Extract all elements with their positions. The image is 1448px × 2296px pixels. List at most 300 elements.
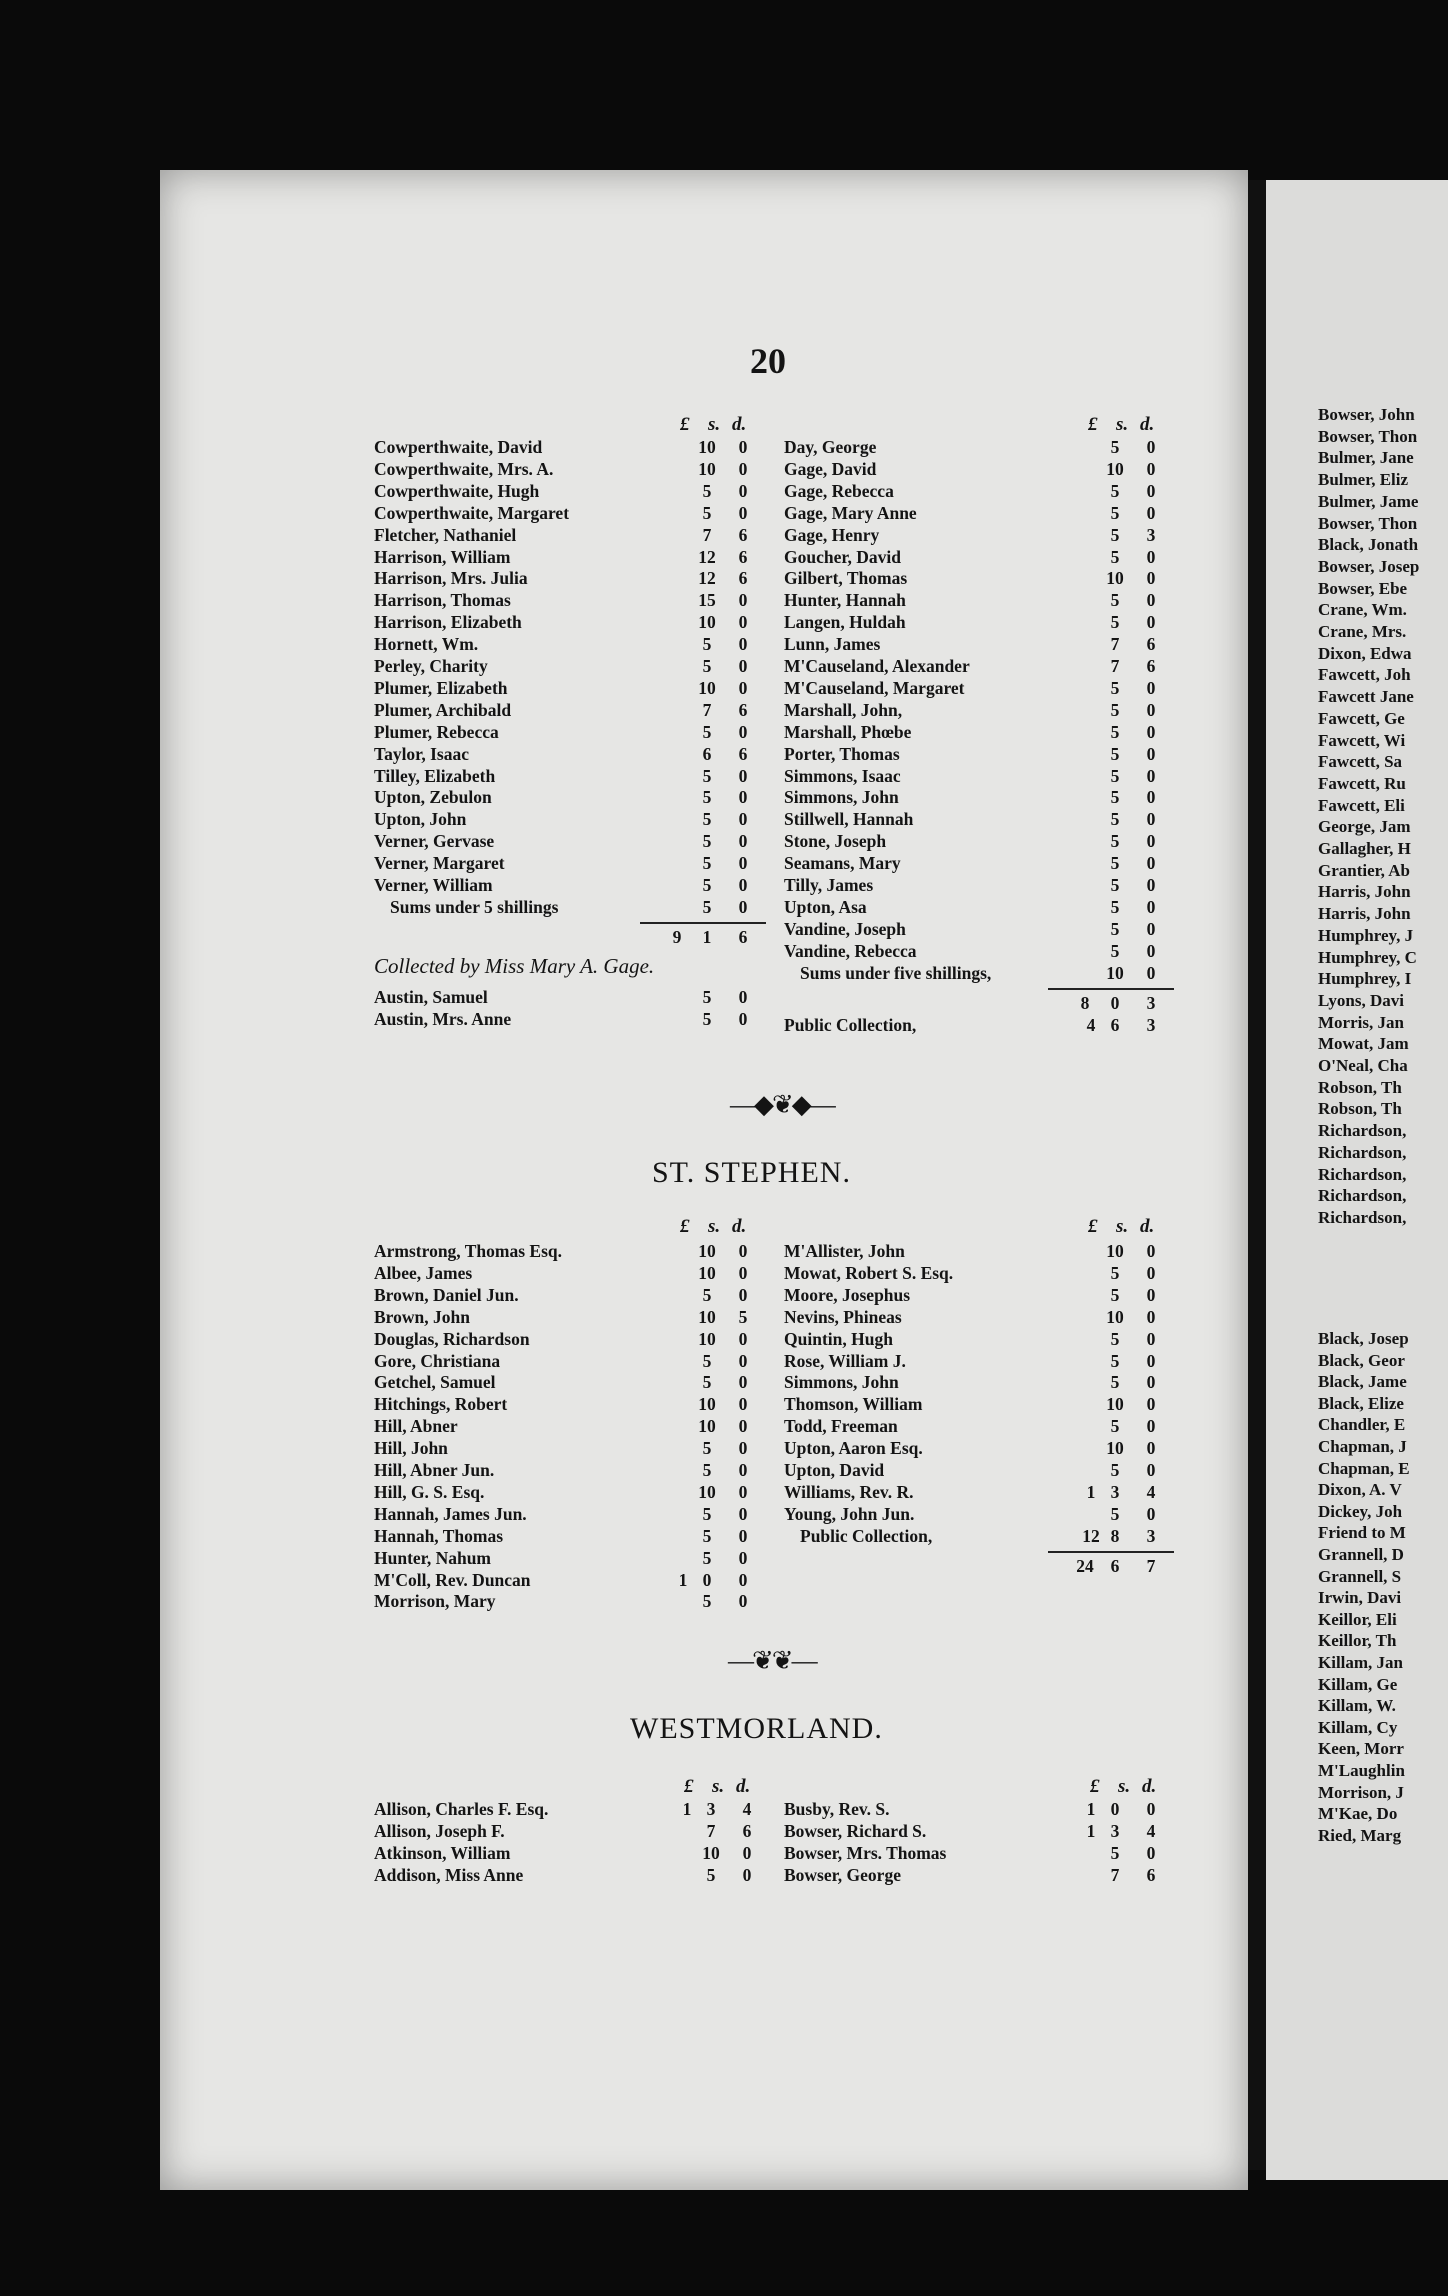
currency-header-l: £ [1090, 1776, 1100, 1797]
amount-shillings: 3 [706, 1799, 716, 1819]
total-pence: 7 [1146, 1555, 1156, 1576]
amount-pence: 0 [1146, 940, 1156, 961]
ledger-name: Nevins, Phineas [784, 1306, 902, 1327]
amount-pence: 0 [1146, 546, 1156, 567]
ledger-name: M'Allister, John [784, 1241, 905, 1261]
amount-pence: 0 [742, 1864, 752, 1885]
currency-header-s: s. [712, 1776, 725, 1797]
amount-shillings: 10 [698, 458, 716, 479]
amount-pence: 0 [1146, 677, 1156, 698]
amount-pence: 0 [738, 634, 748, 655]
amount-pounds: 12 [1082, 1525, 1100, 1546]
ledger-name: Verner, Gervase [374, 831, 495, 852]
ledger-name: Douglas, Richardson [374, 1328, 530, 1349]
adjacent-name: Mowat, Jam [1318, 1034, 1409, 1054]
ledger-name: Gage, Henry [784, 524, 880, 545]
amount-pence: 0 [738, 787, 748, 808]
ledger-name: Morrison, Mary [374, 1591, 496, 1612]
currency-header-d: d. [732, 414, 747, 435]
adjacent-name: Killam, Jan [1318, 1653, 1404, 1672]
ledger-name: Upton, David [784, 1460, 885, 1480]
amount-pence: 6 [1146, 656, 1156, 676]
adjacent-name: Bowser, Thon [1318, 513, 1418, 533]
currency-header-s: s. [1116, 414, 1129, 435]
amount-pence: 6 [738, 568, 748, 589]
amount-pence: 0 [1146, 1350, 1156, 1371]
amount-pence: 0 [738, 1569, 748, 1590]
ledger-name: Cowperthwaite, Hugh [374, 480, 540, 501]
amount-shillings: 7 [1110, 634, 1120, 655]
ledger-name: Upton, Aaron Esq. [784, 1438, 923, 1459]
amount-pence: 0 [738, 1525, 748, 1546]
amount-pence: 3 [1146, 1014, 1156, 1035]
currency-header-d: d. [736, 1776, 751, 1797]
amount-pence: 0 [738, 437, 748, 457]
ledger-name: M'Causeland, Alexander [784, 656, 970, 676]
section-title-st-stephen: ST. STEPHEN. [652, 1156, 851, 1189]
ledger-name: Goucher, David [784, 546, 902, 567]
ledger-name: Upton, John [374, 809, 467, 830]
ledger-name: Hannah, Thomas [374, 1525, 504, 1546]
adjacent-name: O'Neal, Cha [1318, 1056, 1408, 1075]
amount-shillings: 7 [1110, 1864, 1120, 1885]
ledger-name: Gage, David [784, 458, 877, 479]
amount-pence: 0 [1146, 896, 1156, 917]
amount-shillings: 5 [702, 896, 712, 917]
ledger-name: Harrison, William [374, 546, 511, 567]
amount-pence: 5 [738, 1306, 748, 1327]
amount-shillings: 5 [702, 1372, 712, 1393]
amount-pence: 6 [738, 524, 748, 545]
amount-shillings: 5 [1110, 612, 1120, 633]
adjacent-name: Black, Geor [1318, 1350, 1405, 1370]
adjacent-name: Grantier, Ab [1318, 860, 1410, 880]
adjacent-name: Humphrey, J [1318, 925, 1414, 945]
amount-shillings: 5 [706, 1864, 716, 1885]
adjacent-name: Friend to M [1318, 1523, 1406, 1543]
adjacent-name: Irwin, Davi [1318, 1588, 1402, 1608]
amount-pence: 6 [1146, 634, 1156, 655]
adjacent-name: Crane, Mrs. [1318, 622, 1407, 641]
adjacent-name: Dickey, Joh [1318, 1501, 1403, 1521]
adjacent-name: Crane, Wm. [1318, 600, 1407, 620]
currency-header-s: s. [708, 1216, 721, 1237]
ledger-name: Allison, Joseph F. [374, 1820, 505, 1841]
ledger-name: Porter, Thomas [784, 743, 900, 764]
amount-pence: 0 [1146, 1503, 1156, 1524]
adjacent-name: Fawcett, Ru [1318, 773, 1406, 793]
ledger-name: Public Collection, [784, 1014, 917, 1035]
ledger-name: Albee, James [374, 1262, 473, 1283]
amount-shillings: 5 [702, 1008, 712, 1029]
ledger-name: Hunter, Nahum [374, 1547, 492, 1568]
total-pence: 6 [738, 926, 748, 947]
ledger-name: Stillwell, Hannah [784, 809, 914, 830]
ledger-name: Sums under five shillings, [800, 962, 992, 983]
currency-header-s: s. [1116, 1216, 1129, 1237]
amount-pence: 0 [1146, 765, 1156, 786]
adjacent-name: Grannell, S [1318, 1566, 1402, 1586]
adjacent-name: Bowser, Thon [1318, 426, 1418, 446]
amount-pence: 6 [738, 546, 748, 567]
ledger-name: Gore, Christiana [374, 1350, 501, 1371]
amount-shillings: 5 [702, 765, 712, 786]
adjacent-name: Black, Josep [1318, 1329, 1409, 1348]
currency-header-l: £ [684, 1776, 694, 1797]
amount-pence: 0 [1146, 1394, 1156, 1415]
ledger-name: Sums under 5 shillings [390, 896, 559, 917]
amount-pence: 0 [738, 458, 748, 479]
ledger-name: Rose, William J. [784, 1350, 906, 1371]
ledger-name: Vandine, Rebecca [784, 940, 917, 961]
total-shillings: 0 [1110, 992, 1120, 1013]
amount-shillings: 0 [1110, 1799, 1120, 1819]
adjacent-name: Gallagher, H [1318, 839, 1411, 858]
ledger-name: Upton, Asa [784, 896, 867, 917]
amount-shillings: 10 [1106, 458, 1124, 479]
total-rule [1048, 1551, 1174, 1553]
adjacent-name: Lyons, Davi [1318, 990, 1404, 1010]
amount-shillings: 5 [702, 1547, 712, 1568]
amount-shillings: 5 [1110, 1262, 1120, 1283]
amount-pence: 0 [742, 1842, 752, 1863]
ledger-name: M'Causeland, Margaret [784, 677, 965, 698]
amount-shillings: 10 [698, 1262, 716, 1283]
ledger-name: Simmons, John [784, 1372, 899, 1393]
ledger-name: Upton, Zebulon [374, 787, 492, 808]
amount-shillings: 5 [1110, 831, 1120, 852]
adjacent-name: Keillor, Th [1318, 1631, 1397, 1651]
adjacent-name: George, Jam [1318, 817, 1411, 837]
amount-pence: 6 [738, 699, 748, 720]
ledger-name: Moore, Josephus [784, 1284, 911, 1305]
amount-pence: 0 [738, 1284, 748, 1305]
amount-pence: 0 [1146, 743, 1156, 764]
adjacent-name: Killam, Ge [1318, 1674, 1398, 1694]
amount-pence: 0 [738, 896, 748, 917]
ledger-name: Plumer, Rebecca [374, 721, 499, 742]
total-rule [640, 922, 766, 924]
amount-pence: 6 [742, 1820, 752, 1841]
amount-pence: 3 [1146, 524, 1156, 545]
currency-header-d: d. [1140, 414, 1155, 435]
amount-shillings: 5 [702, 809, 712, 830]
amount-pence: 4 [1146, 1820, 1156, 1841]
ledger-name: Allison, Charles F. Esq. [374, 1799, 549, 1819]
adjacent-name: Black, Jonath [1318, 535, 1419, 555]
amount-pence: 0 [1146, 809, 1156, 830]
adjacent-name: Dixon, Edwa [1318, 643, 1412, 663]
amount-shillings: 12 [698, 568, 716, 589]
ledger-name: Atkinson, William [374, 1842, 511, 1863]
amount-pence: 6 [738, 743, 748, 764]
amount-shillings: 15 [698, 590, 716, 611]
amount-pence: 0 [738, 1350, 748, 1371]
amount-pence: 0 [738, 1372, 748, 1393]
amount-pence: 0 [1146, 1306, 1156, 1327]
currency-header-d: d. [1140, 1216, 1155, 1237]
ledger-name: Hornett, Wm. [374, 634, 479, 655]
amount-pence: 0 [1146, 1284, 1156, 1305]
ledger-name: Simmons, Isaac [784, 765, 901, 786]
amount-shillings: 5 [1110, 1372, 1120, 1393]
ledger-name: Hill, G. S. Esq. [374, 1481, 485, 1502]
ledger-name: Quintin, Hugh [784, 1328, 893, 1349]
ledger-name: Plumer, Archibald [374, 699, 512, 720]
adjacent-name: Harris, John [1318, 904, 1411, 924]
amount-pence: 0 [1146, 458, 1156, 479]
ledger-name: Brown, John [374, 1306, 470, 1327]
amount-pence: 0 [738, 1416, 748, 1437]
ledger-name: Getchel, Samuel [374, 1372, 496, 1393]
currency-header-d: d. [732, 1216, 747, 1237]
amount-pence: 0 [1146, 480, 1156, 501]
amount-shillings: 10 [1106, 1241, 1124, 1261]
adjacent-name: Harris, John [1318, 882, 1411, 902]
amount-pence: 0 [1146, 853, 1156, 874]
total-shillings: 1 [702, 926, 712, 947]
ledger-name: M'Coll, Rev. Duncan [374, 1569, 531, 1590]
amount-shillings: 10 [1106, 1306, 1124, 1327]
adjacent-name: Keen, Morr [1318, 1739, 1404, 1759]
adjacent-name: Fawcett, Joh [1318, 665, 1411, 685]
amount-pence: 0 [738, 1547, 748, 1568]
amount-pence: 0 [738, 1262, 748, 1283]
ledger-name: Cowperthwaite, Margaret [374, 502, 570, 523]
amount-shillings: 8 [1110, 1525, 1120, 1546]
amount-shillings: 5 [702, 1503, 712, 1524]
adjacent-name: Grannell, D [1318, 1545, 1404, 1564]
page-number: 20 [750, 341, 786, 381]
adjacent-name: Keillor, Eli [1318, 1609, 1397, 1629]
amount-pence: 0 [738, 480, 748, 501]
adjacent-name: Bowser, John [1318, 405, 1415, 424]
currency-header-l: £ [680, 1216, 690, 1237]
adjacent-name: Chapman, E [1318, 1458, 1410, 1478]
amount-pence: 4 [742, 1799, 752, 1819]
ledger-name: Austin, Samuel [374, 986, 488, 1007]
amount-shillings: 5 [1110, 1842, 1120, 1863]
amount-pence: 0 [1146, 612, 1156, 633]
amount-shillings: 5 [1110, 699, 1120, 720]
amount-shillings: 10 [1106, 1438, 1124, 1459]
ledger-name: Langen, Huldah [784, 612, 906, 633]
amount-pence: 0 [1146, 1438, 1156, 1459]
ledger-name: Verner, William [374, 875, 493, 895]
ledger-name: Hunter, Hannah [784, 590, 906, 611]
amount-pence: 0 [1146, 875, 1156, 895]
adjacent-name: Robson, Th [1318, 1077, 1402, 1097]
amount-shillings: 5 [1110, 896, 1120, 917]
amount-pence: 0 [738, 1394, 748, 1415]
total-pounds: 8 [1080, 992, 1090, 1013]
amount-pence: 0 [738, 1438, 748, 1459]
amount-shillings: 5 [702, 853, 712, 874]
amount-pence: 0 [738, 1503, 748, 1524]
amount-shillings: 12 [698, 546, 716, 567]
amount-pence: 0 [1146, 831, 1156, 852]
adjacent-name: Richardson, [1318, 1207, 1407, 1227]
amount-pence: 0 [738, 590, 748, 611]
amount-shillings: 5 [1110, 546, 1120, 567]
amount-pence: 0 [738, 1481, 748, 1502]
amount-shillings: 10 [1106, 568, 1124, 589]
ledger-name: Bowser, Richard S. [784, 1820, 927, 1841]
amount-pence: 0 [738, 1328, 748, 1349]
amount-shillings: 5 [702, 986, 712, 1007]
amount-shillings: 10 [698, 677, 716, 698]
ledger-name: Brown, Daniel Jun. [374, 1284, 519, 1305]
amount-pence: 4 [1146, 1481, 1156, 1502]
ledger-name: Plumer, Elizabeth [374, 677, 508, 698]
ledger-name: Public Collection, [800, 1525, 933, 1546]
amount-pence: 0 [738, 721, 748, 742]
amount-pence: 0 [738, 875, 748, 895]
ledger-name: Harrison, Thomas [374, 590, 511, 611]
adjacent-name: M'Kae, Do [1318, 1804, 1398, 1824]
ledger-name: Gilbert, Thomas [784, 568, 908, 589]
amount-pence: 0 [738, 656, 748, 676]
adjacent-name: Richardson, [1318, 1186, 1407, 1206]
adjacent-name: Black, Elize [1318, 1393, 1404, 1413]
ledger-name: Hill, John [374, 1438, 448, 1459]
ledger-name: Verner, Margaret [374, 853, 505, 874]
amount-pence: 0 [1146, 1241, 1156, 1261]
amount-shillings: 10 [1106, 1394, 1124, 1415]
ledger-name: Vandine, Joseph [784, 918, 906, 939]
amount-shillings: 5 [702, 1438, 712, 1459]
amount-pence: 0 [738, 831, 748, 852]
amount-pence: 0 [738, 1241, 748, 1261]
amount-shillings: 5 [1110, 502, 1120, 523]
amount-pence: 0 [1146, 918, 1156, 939]
adjacent-name: Richardson, [1318, 1121, 1407, 1141]
amount-shillings: 6 [1110, 1014, 1120, 1035]
adjacent-name: Bowser, Ebe [1318, 578, 1408, 598]
adjacent-name: Morris, Jan [1318, 1012, 1404, 1032]
amount-pence: 0 [1146, 1328, 1156, 1349]
amount-pence: 0 [1146, 590, 1156, 611]
ledger-name: Taylor, Isaac [374, 743, 469, 764]
amount-shillings: 5 [702, 634, 712, 655]
amount-shillings: 10 [698, 437, 716, 457]
amount-shillings: 5 [702, 875, 712, 895]
ledger-name: Gage, Rebecca [784, 480, 894, 501]
amount-shillings: 5 [1110, 524, 1120, 545]
amount-shillings: 5 [1110, 1350, 1120, 1371]
book-spine [1248, 180, 1266, 2170]
total-pounds: 24 [1076, 1555, 1094, 1576]
amount-pence: 0 [738, 809, 748, 830]
amount-shillings: 5 [1110, 437, 1120, 457]
ledger-name: Hitchings, Robert [374, 1394, 508, 1415]
total-pence: 3 [1146, 992, 1156, 1013]
ledger-name: Simmons, John [784, 787, 899, 808]
adjacent-name: Bulmer, Eliz [1318, 470, 1409, 490]
amount-pence: 0 [738, 853, 748, 874]
amount-shillings: 5 [702, 656, 712, 676]
amount-shillings: 10 [698, 1306, 716, 1327]
ledger-name: Thomson, William [784, 1394, 923, 1415]
ledger-name: Harrison, Elizabeth [374, 612, 522, 633]
amount-shillings: 5 [702, 1525, 712, 1546]
ledger-name: Day, George [784, 437, 877, 457]
amount-pence: 0 [738, 502, 748, 523]
ledger-name: Tilly, James [784, 875, 874, 895]
ledger-name: Cowperthwaite, David [374, 437, 543, 457]
amount-pence: 0 [738, 765, 748, 786]
amount-shillings: 10 [698, 612, 716, 633]
amount-pence: 3 [1146, 1525, 1156, 1546]
section-title-westmorland: WESTMORLAND. [630, 1712, 883, 1745]
ledger-name: Marshall, John, [784, 699, 903, 720]
ledger-name: Addison, Miss Anne [374, 1864, 524, 1885]
amount-pence: 0 [738, 612, 748, 633]
adjacent-name: Bowser, Josep [1318, 556, 1420, 576]
ledger-name: Fletcher, Nathaniel [374, 524, 517, 545]
adjacent-name: M'Laughlin [1318, 1761, 1405, 1780]
amount-shillings: 10 [698, 1394, 716, 1415]
adjacent-name: Morrison, J [1318, 1782, 1404, 1802]
amount-shillings: 5 [1110, 853, 1120, 874]
amount-pence: 0 [1146, 962, 1156, 983]
amount-pence: 0 [738, 677, 748, 698]
ledger-name: Austin, Mrs. Anne [374, 1008, 512, 1029]
adjacent-name: Humphrey, I [1318, 969, 1412, 989]
ledger-name: Stone, Joseph [784, 831, 887, 852]
amount-shillings: 10 [698, 1328, 716, 1349]
section-ornament-2: —❦❦— [728, 1646, 816, 1675]
amount-shillings: 5 [1110, 1328, 1120, 1349]
ledger-name: Todd, Freeman [784, 1416, 898, 1437]
amount-pounds: 1 [1086, 1820, 1096, 1841]
currency-header-l: £ [1088, 1216, 1098, 1237]
amount-shillings: 10 [698, 1481, 716, 1502]
amount-pence: 0 [738, 986, 748, 1007]
amount-shillings: 5 [702, 831, 712, 852]
amount-pence: 0 [1146, 502, 1156, 523]
amount-shillings: 5 [1110, 1460, 1120, 1480]
adjacent-name: Fawcett Jane [1318, 687, 1414, 707]
amount-shillings: 5 [1110, 765, 1120, 786]
amount-shillings: 10 [698, 1416, 716, 1437]
amount-shillings: 5 [1110, 1416, 1120, 1437]
amount-pence: 0 [1146, 437, 1156, 457]
amount-shillings: 6 [702, 743, 712, 764]
amount-pence: 0 [1146, 1262, 1156, 1283]
amount-shillings: 5 [1110, 590, 1120, 611]
amount-shillings: 7 [702, 699, 712, 720]
adjacent-name: Dixon, A. V [1318, 1480, 1402, 1500]
currency-header-d: d. [1142, 1776, 1157, 1797]
adjacent-name: Humphrey, C [1318, 947, 1417, 967]
ledger-name: Marshall, Phœbe [784, 721, 912, 742]
amount-pounds: 1 [1086, 1481, 1096, 1502]
amount-shillings: 5 [702, 721, 712, 742]
amount-shillings: 5 [702, 1460, 712, 1480]
section-ornament-1: —◆❦◆— [730, 1090, 834, 1119]
amount-shillings: 5 [702, 502, 712, 523]
amount-shillings: 5 [702, 1284, 712, 1305]
adjacent-name: Richardson, [1318, 1164, 1407, 1184]
ledger-name: Lunn, James [784, 634, 881, 655]
adjacent-name: Killam, W. [1318, 1696, 1396, 1716]
amount-shillings: 5 [1110, 1503, 1120, 1524]
amount-pence: 0 [1146, 699, 1156, 720]
adjacent-name: Robson, Th [1318, 1099, 1402, 1119]
amount-pounds: 1 [1086, 1799, 1096, 1819]
currency-header-s: s. [708, 414, 721, 435]
